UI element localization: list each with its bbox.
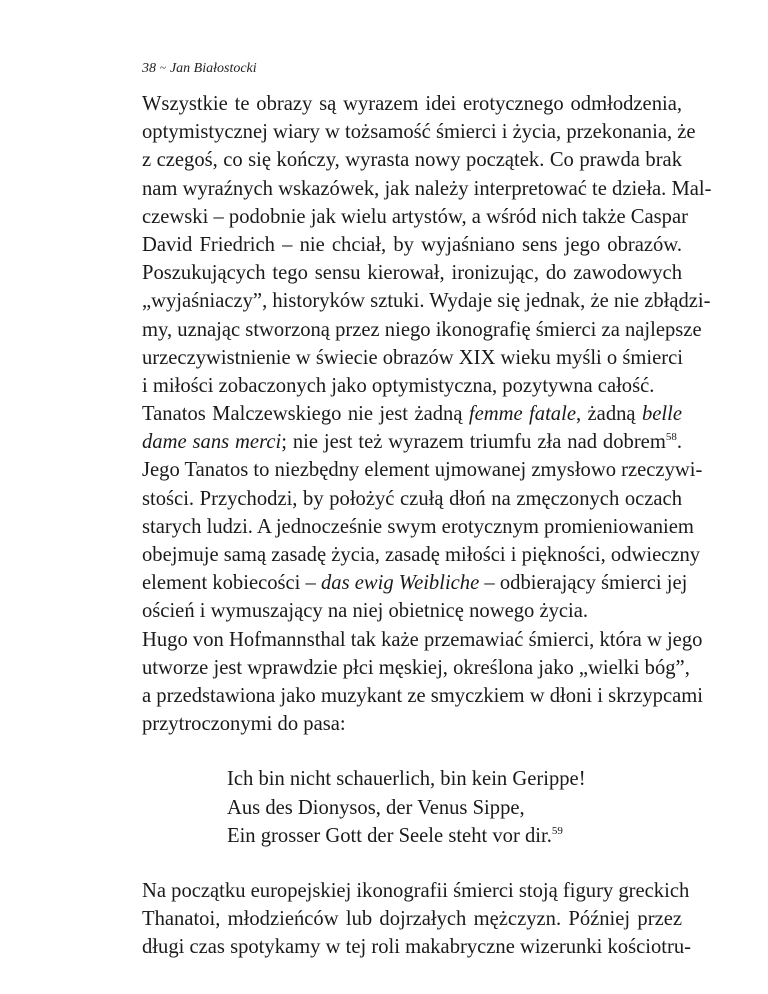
text-line: Jego Tanatos to niezbędny element ujmowanej zmysłowo rzeczywi- [142,459,703,482]
text-line [142,400,682,428]
text-line: Thanatoi, młodzieńców lub dojrzałych mężczyzn. Później przez [142,908,682,931]
verse-line: Ich bin nicht schauerlich, bin kein Gerippe! [227,768,586,791]
author-name: Jan Białostocki [169,61,257,76]
text-run: Tanatos Malczewskiego nie jest żadną [142,403,469,426]
spacer [142,738,682,765]
text-line: „wyjaśniaczy”, historyków sztuki. Wydaje się jednak, że nie zbłądzi- [142,290,711,313]
verse-quote [142,765,682,850]
footnote-ref-59[interactable]: 59 [551,824,563,837]
text-line: urzeczywistnienie w świecie obrazów XIX wieku myśli o śmierci [142,346,683,369]
text-run: , żadną [575,403,642,426]
paragraph-3 [142,626,703,739]
italic-phrase: dame sans merci [142,431,282,454]
book-page [142,58,712,961]
verse-line: Aus des Dionysos, der Venus Sippe, [227,796,525,819]
text-line: czewski – podobnie jak wielu artystów, a wśród nich także Caspar [142,205,688,228]
text-run: – odbierający śmierci jej [479,572,688,595]
text-run: ; nie jest też wyrazem triumfu zła nad dobrem [281,431,666,454]
ornament-separator: ~ [160,62,166,74]
paragraph-4 [142,877,692,962]
footnote-ref-58[interactable]: 58 [665,431,677,444]
text-run: Ein grosser Gott der Seele steht vor dir. [227,824,552,847]
text-run: element kobiecości – [142,572,321,595]
italic-phrase: femme fatale [468,403,576,426]
text-line [142,428,682,456]
text-line: oścień i wymuszający na niej obietnicę nowego życia. [142,600,589,623]
text-line: starych ludzi. A jednocześnie swym erotycznym promieniowaniem [142,515,694,538]
text-line [142,569,688,597]
text-line: nam wyraźnych wskazówek, jak należy interpretować te dzieła. Mal- [142,177,712,200]
text-line: Na początku europejskiej ikonografii śmierci stoją figury greckich [142,879,690,902]
text-line: my, uznając stworzoną przez niego ikonografię śmierci za najlepsze [142,318,702,341]
running-header [142,58,682,78]
text-line: David Friedrich – nie chciał, by wyjaśniano sens jego obrazów. [142,233,682,256]
text-line: utworze jest wprawdzie płci męskiej, określona jako „wielki bóg”, [142,656,690,679]
spacer [142,850,682,877]
text-line: przytroczonymi do pasa: [142,713,346,736]
paragraph-2 [142,400,703,626]
italic-phrase: belle [641,403,683,426]
text-line: Wszystkie te obrazy są wyrazem idei erotycznego odmłodzenia, [142,93,682,115]
text-line: i miłości zobaczonych jako optymistyczna, pozytywna całość. [142,374,655,397]
text-line: Hugo von Hofmannsthal tak każe przemawiać śmierci, która w jego [142,628,703,651]
text-line: długi czas spotykamy w tej roli makabryczne wizerunki kościotru- [142,936,692,959]
verse-line [227,822,682,850]
text-line: obejmuje samą zasadę życia, zasadę miłości i piękności, odwieczny [142,544,701,566]
italic-phrase: das ewig Weibliche [321,572,480,595]
text-line: optymistycznej wiary w tożsamość śmierci i życia, przekonania, że [142,121,696,144]
text-line: z czegoś, co się kończy, wyrasta nowy początek. Co prawda brak [142,149,682,172]
paragraph-1 [142,90,712,400]
text-line: stości. Przychodzi, by położyć czułą dłoń na zmęczonych oczach [142,487,682,510]
text-line: Poszukujących tego sensu kierował, ironizując, do zawodowych [142,262,682,285]
text-line: a przedstawiona jako muzykant ze smyczkiem w dłoni i skrzypcami [142,684,703,707]
text-run: . [676,431,682,454]
page-number: 38 [142,61,156,76]
